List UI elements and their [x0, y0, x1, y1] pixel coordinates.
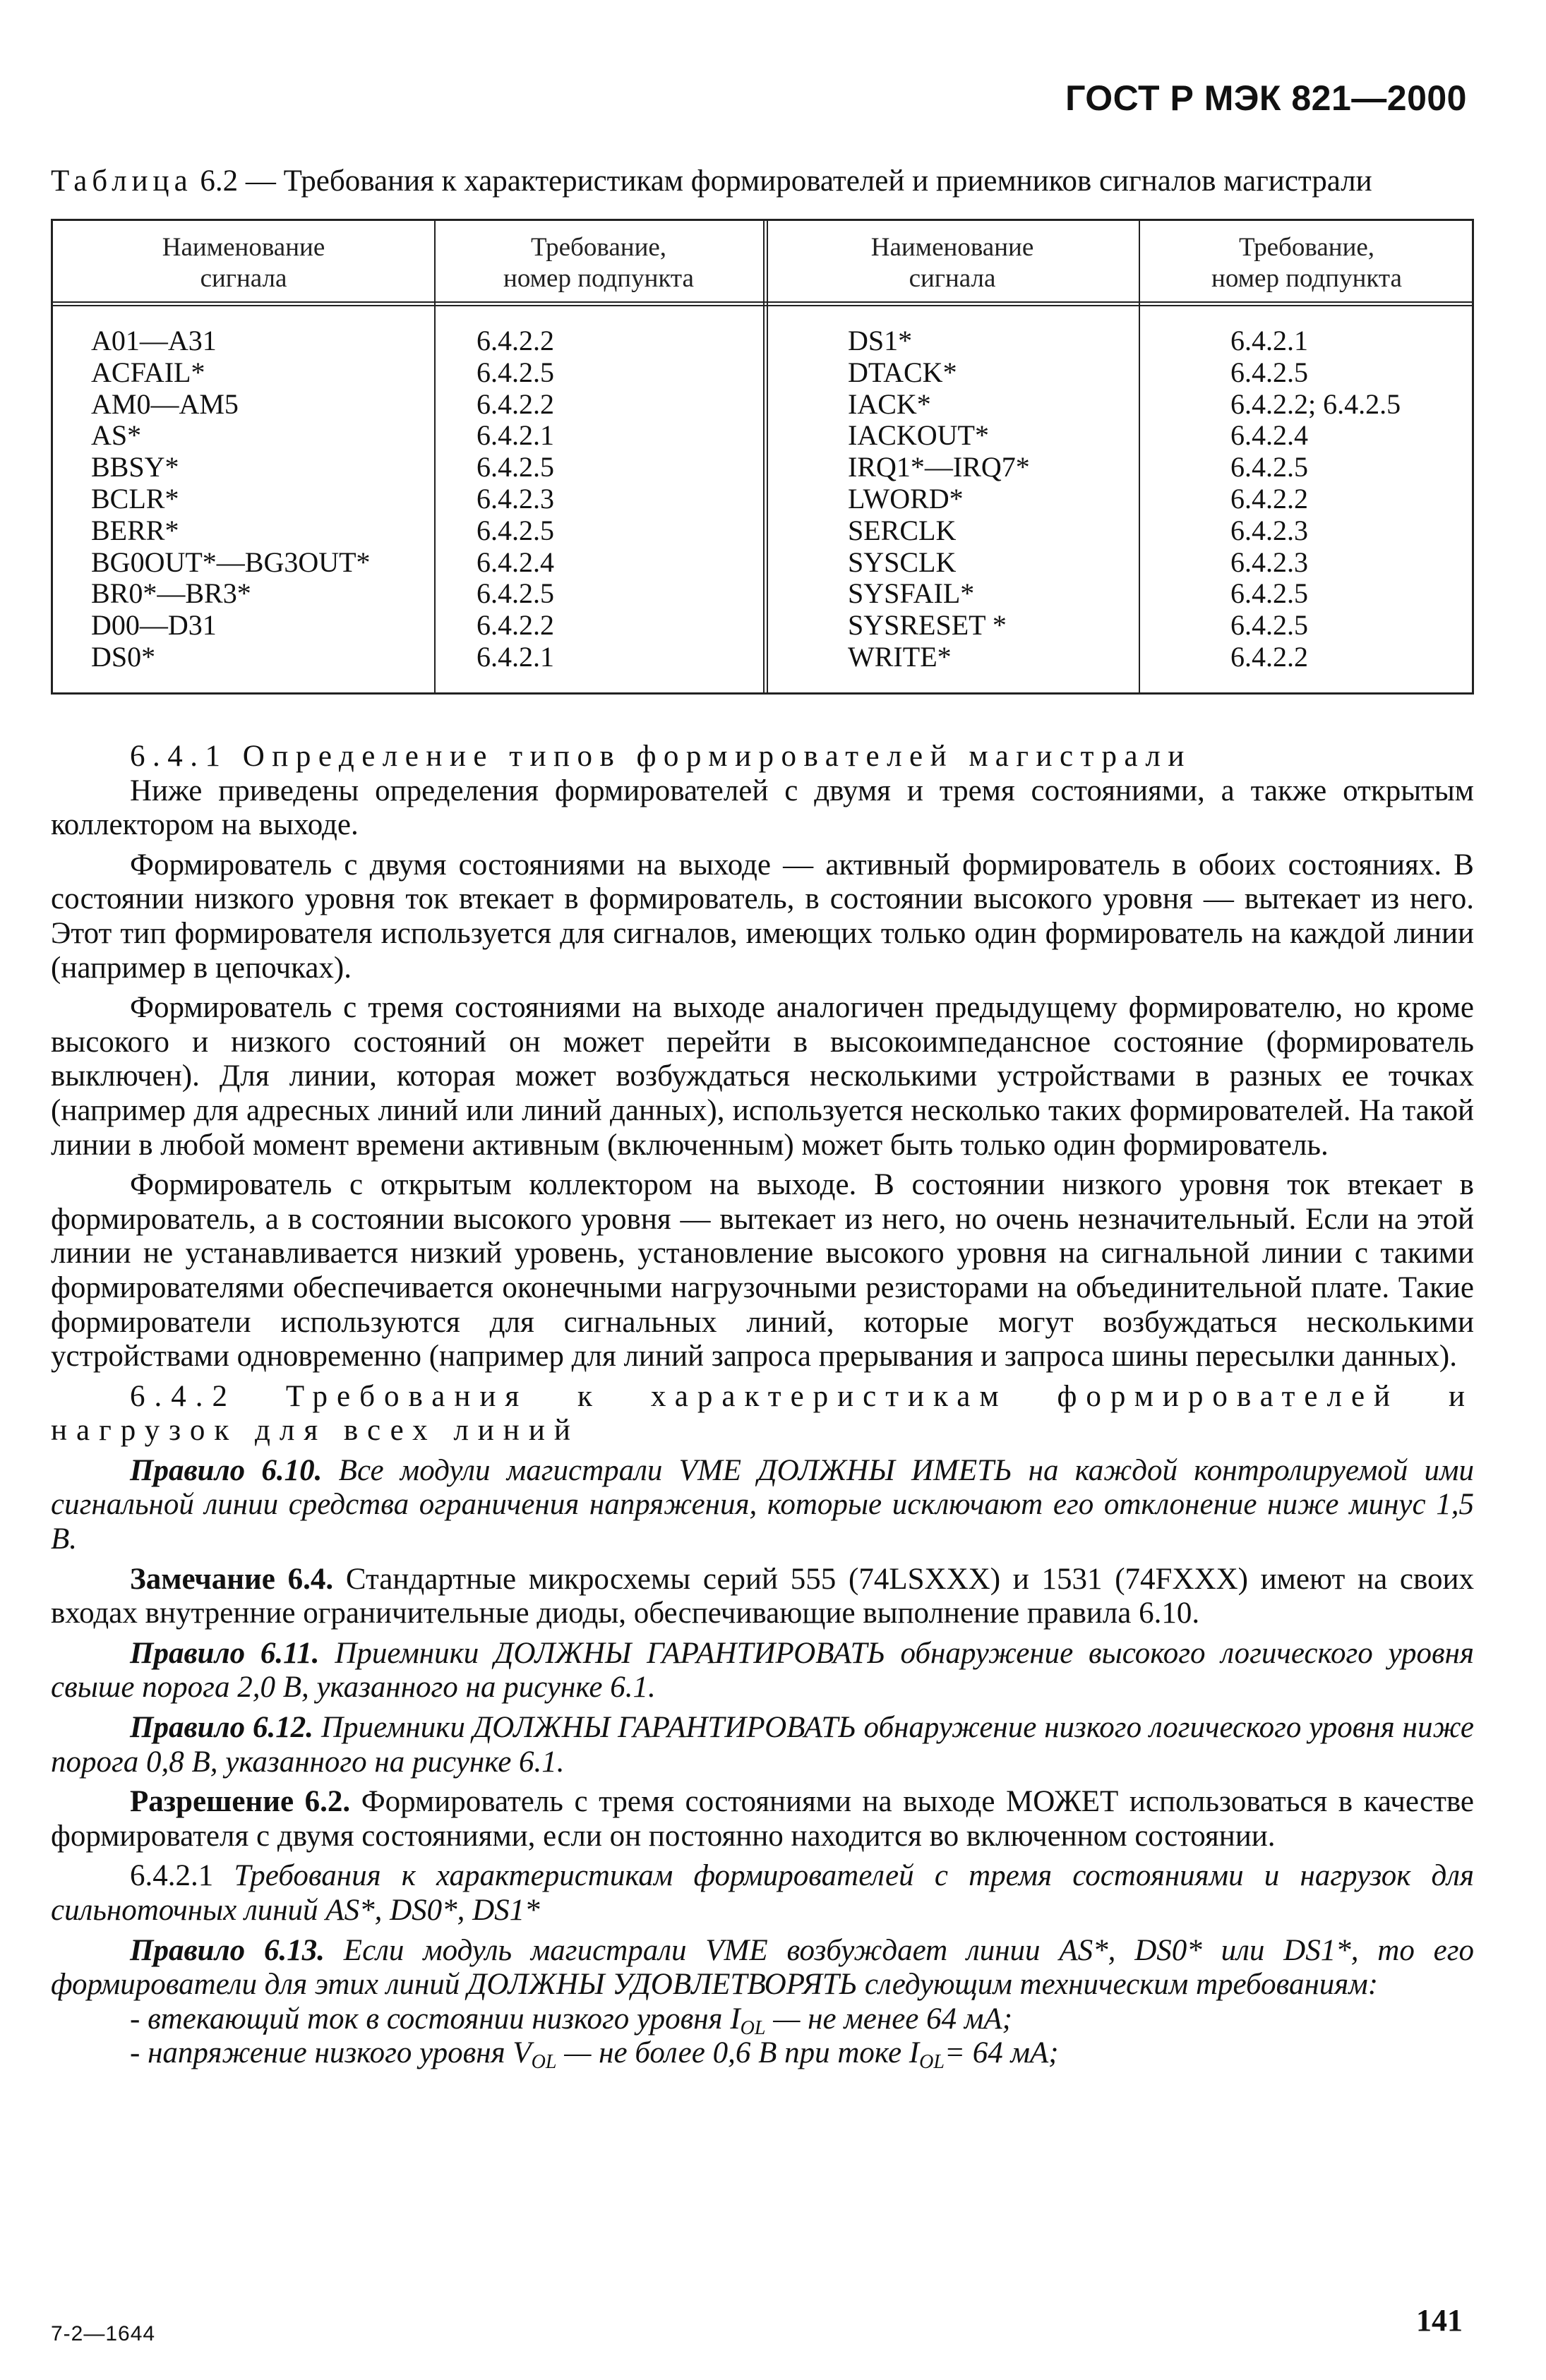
item-text: — не менее 64 мА; [773, 2002, 1012, 2036]
table-cell: BR0*—BR3* [91, 577, 251, 610]
table-cell: SYSFAIL* [848, 577, 975, 610]
section-title: Требования к характеристикам формирователей с тремя состояниями и нагрузок для сильноточных линий AS*, DS0*, DS1* [51, 1859, 1474, 1927]
rule-text: Приемники ДОЛЖНЫ ГАРАНТИРОВАТЬ обнаружение низкого логического уровня ниже порога 0,8 В, указанного на рисунке 6.1. [51, 1711, 1475, 1779]
table-cell: 6.4.2.5 [477, 356, 554, 388]
table-cell: 6.4.2.5 [1230, 356, 1308, 388]
table-caption-text: 6.2 — Требования к характеристикам формирователей и приемников сигналов магистрали [200, 164, 1372, 198]
page-number: 141 [1416, 2303, 1463, 2338]
header-line: Наименование [870, 233, 1034, 262]
signal-requirements-table [51, 219, 1474, 695]
table-cell: AM0—AM5 [91, 387, 239, 420]
table-cell: 6.4.2.2 [477, 387, 554, 420]
rule-label: Правило 6.11. [130, 1636, 320, 1670]
paragraph: Формирователь с двумя состояниями на выходе — активный формирователь в обоих состояниях. В состоянии низкого уровня ток втекает в формирователь, в состоянии высокого уровня — вытекает из него. Этот тип формирователя используется для сигналов, имеющих только один формирователь на каждой линии (например в цепочках). [51, 848, 1474, 985]
table-cell: LWORD* [848, 482, 964, 515]
header-requirement-left [434, 232, 763, 294]
rule-6-10 [51, 1454, 1474, 1557]
table-cell: 6.4.2.1 [1230, 325, 1308, 356]
main-text [51, 740, 1475, 2074]
table-caption [51, 164, 1477, 198]
rule-text: Приемники ДОЛЖНЫ ГАРАНТИРОВАТЬ обнаружение высокого логического уровня свыше порога 2,0 В, указанного на рисунке 6.1. [51, 1636, 1474, 1705]
section-6-4-2-heading: 6.4.2 Требования к характеристикам формирователей и нагрузок для всех линий [51, 1379, 1474, 1448]
table-cell: 6.4.2.5 [1230, 451, 1308, 483]
paragraph: Формирователь с открытым коллектором на выходе. В состоянии низкого уровня ток втекает в формирователь, а в состоянии высокого уровня — вытекает из него, но очень незначительный. Если на этой линии не устанавливается низкий уровень, установление высокого уровня на сигнальной линии с такими формирователями обеспечивается оконечными нагрузочными резисторами на объединительной плате. Такие формирователи используются для сигнальных линий, которые могут возбуждаться несколькими устройствами одновременно (например для линий запроса прерывания и запроса шины пересылки данных). [51, 1168, 1474, 1374]
table-cell: 6.4.2.3 [477, 482, 554, 515]
table-cell: 6.4.2.4 [1230, 419, 1308, 452]
table-cell: 6.4.2.2 [477, 609, 554, 642]
rule-6-11 [51, 1637, 1474, 1705]
table-cell: 6.4.2.5 [477, 577, 554, 610]
table-cell: 6.4.2.3 [1230, 514, 1308, 546]
rule-label: Правило 6.10. [130, 1453, 323, 1487]
item-text: - втекающий ток в состоянии низкого уровня [130, 2002, 723, 2036]
table-cell: WRITE* [848, 640, 952, 673]
section-6-4-1-heading: 6.4.1 Определение типов формирователей магистрали [130, 740, 1192, 773]
rule-6-13 [51, 1934, 1474, 2002]
table-cell: ACFAIL* [91, 356, 205, 388]
table-cell: BCLR* [91, 482, 179, 515]
header-line: номер подпункта [1211, 264, 1402, 293]
table-cell: A01—A31 [91, 325, 217, 356]
item-text: = 64 мА; [944, 2036, 1059, 2070]
symbol-subscript: OL [531, 2051, 557, 2074]
item-text: - напряжение низкого уровня [130, 2036, 505, 2070]
symbol-subscript: OL [919, 2051, 945, 2074]
paragraph: Формирователь с тремя состояниями на выходе аналогичен предыдущему формирователю, но кроме высокого и низкого состояний он может перейти в высокоимпедансное состояние (формирователь выключен). Для линии, которая может возбуждаться несколькими устройствами в разных ее точках (например для адресных линий или линий данных), используется несколько таких формирователей. На такой линии в любой момент времени активным (включенным) может быть только один формирователь. [51, 991, 1474, 1162]
symbol: I [909, 2036, 920, 2070]
table-cell: 6.4.2.1 [477, 640, 554, 673]
section-number: 6.4.2.1 [130, 1859, 214, 1893]
symbol: I [730, 2002, 741, 2036]
table-cell: BBSY* [91, 451, 179, 483]
left-signal-names [91, 325, 371, 673]
table-cell: 6.4.2.2 [1230, 482, 1308, 515]
header-line: Требование, [530, 233, 667, 262]
table-cell: 6.4.2.2 [477, 325, 554, 356]
permission-6-2 [51, 1785, 1474, 1853]
requirement-item [51, 2002, 1474, 2037]
right-requirements [1230, 325, 1401, 673]
permission-label: Разрешение 6.2. [130, 1785, 351, 1819]
table-cell: 6.4.2.3 [1230, 546, 1308, 578]
header-line: номер подпункта [503, 264, 694, 293]
requirement-item [51, 2036, 1474, 2074]
table-cell: IRQ1*—IRQ7* [848, 451, 1030, 483]
table-cell: 6.4.2.5 [477, 451, 554, 483]
item-text: — не более 0,6 В при токе [564, 2036, 902, 2070]
rule-text: Все модули магистрали VME ДОЛЖНЫ ИМЕТЬ на каждой контролируемой ими сигнальной линии средства ограничения напряжения, которые исключают его отклонение ниже минус 1,5 В. [51, 1453, 1474, 1556]
rule-label: Правило 6.13. [130, 1933, 325, 1967]
header-line: сигнала [200, 264, 287, 293]
rule-6-12 [51, 1711, 1474, 1779]
note-text: Стандартные микросхемы серий 555 (74LSXXX) и 1531 (74FXXX) имеют на своих входах внутренние ограничительные диоды, обеспечивающие выполнение правила 6.10. [51, 1562, 1474, 1630]
table-cell: 6.4.2.5 [1230, 609, 1308, 642]
table-cell: 6.4.2.2 [1230, 640, 1308, 673]
permission-text: Формирователь с тремя состояниями на выходе МОЖЕТ использоваться в качестве формирователя с двумя состояниями, если он постоянно находится во включенном состоянии. [51, 1785, 1475, 1853]
table-cell: AS* [91, 419, 142, 452]
header-line: сигнала [909, 264, 996, 293]
rule-text: Если модуль магистрали VME возбуждает линии AS*, DS0* или DS1*, то его формирователи для этих линий ДОЛЖНЫ УДОВЛЕТВОРЯТЬ следующим техническим требованиям: [51, 1933, 1475, 2002]
table-cell: D00—D31 [91, 609, 217, 642]
table-header-divider [53, 301, 1472, 306]
header-signal-name-left [53, 232, 434, 294]
table-cell: BG0OUT*—BG3OUT* [91, 546, 371, 578]
symbol-subscript: OL [740, 2017, 766, 2039]
print-code: 7-2—1644 [51, 2322, 156, 2345]
table-cell: 6.4.2.5 [477, 514, 554, 546]
table-cell: 6.4.2.1 [477, 419, 554, 452]
standard-designation: ГОСТ Р МЭК 821—2000 [1065, 78, 1467, 118]
table-cell: DTACK* [848, 356, 957, 388]
header-line: Наименование [162, 233, 325, 262]
table-cell: SYSRESET * [848, 609, 1007, 642]
section-6-4-2-1-heading [51, 1859, 1474, 1928]
table-cell: 6.4.2.5 [1230, 577, 1308, 610]
symbol: V [513, 2036, 532, 2070]
table-cell: 6.4.2.2; 6.4.2.5 [1230, 387, 1401, 420]
table-cell: 6.4.2.4 [477, 546, 554, 578]
table-cell: DS0* [91, 640, 156, 673]
right-signal-names [848, 325, 1030, 673]
table-cell: DS1* [848, 325, 913, 356]
paragraph: Ниже приведены определения формирователей с двумя и тремя состояниями, а также открытым коллектором на выходе. [51, 774, 1474, 842]
table-cell: BERR* [91, 514, 179, 546]
header-requirement-right [1139, 232, 1475, 294]
table-cell: SERCLK [848, 514, 957, 546]
table-caption-label: Таблица [51, 164, 193, 198]
left-requirements [477, 325, 554, 673]
header-line: Требование, [1238, 233, 1375, 262]
rule-label: Правило 6.12. [130, 1711, 314, 1745]
table-cell: SYSCLK [848, 546, 957, 578]
note-6-4 [51, 1563, 1474, 1631]
note-label: Замечание 6.4. [130, 1562, 334, 1596]
table-cell: IACK* [848, 387, 931, 420]
header-signal-name-right [766, 232, 1139, 294]
table-cell: IACKOUT* [848, 419, 989, 452]
